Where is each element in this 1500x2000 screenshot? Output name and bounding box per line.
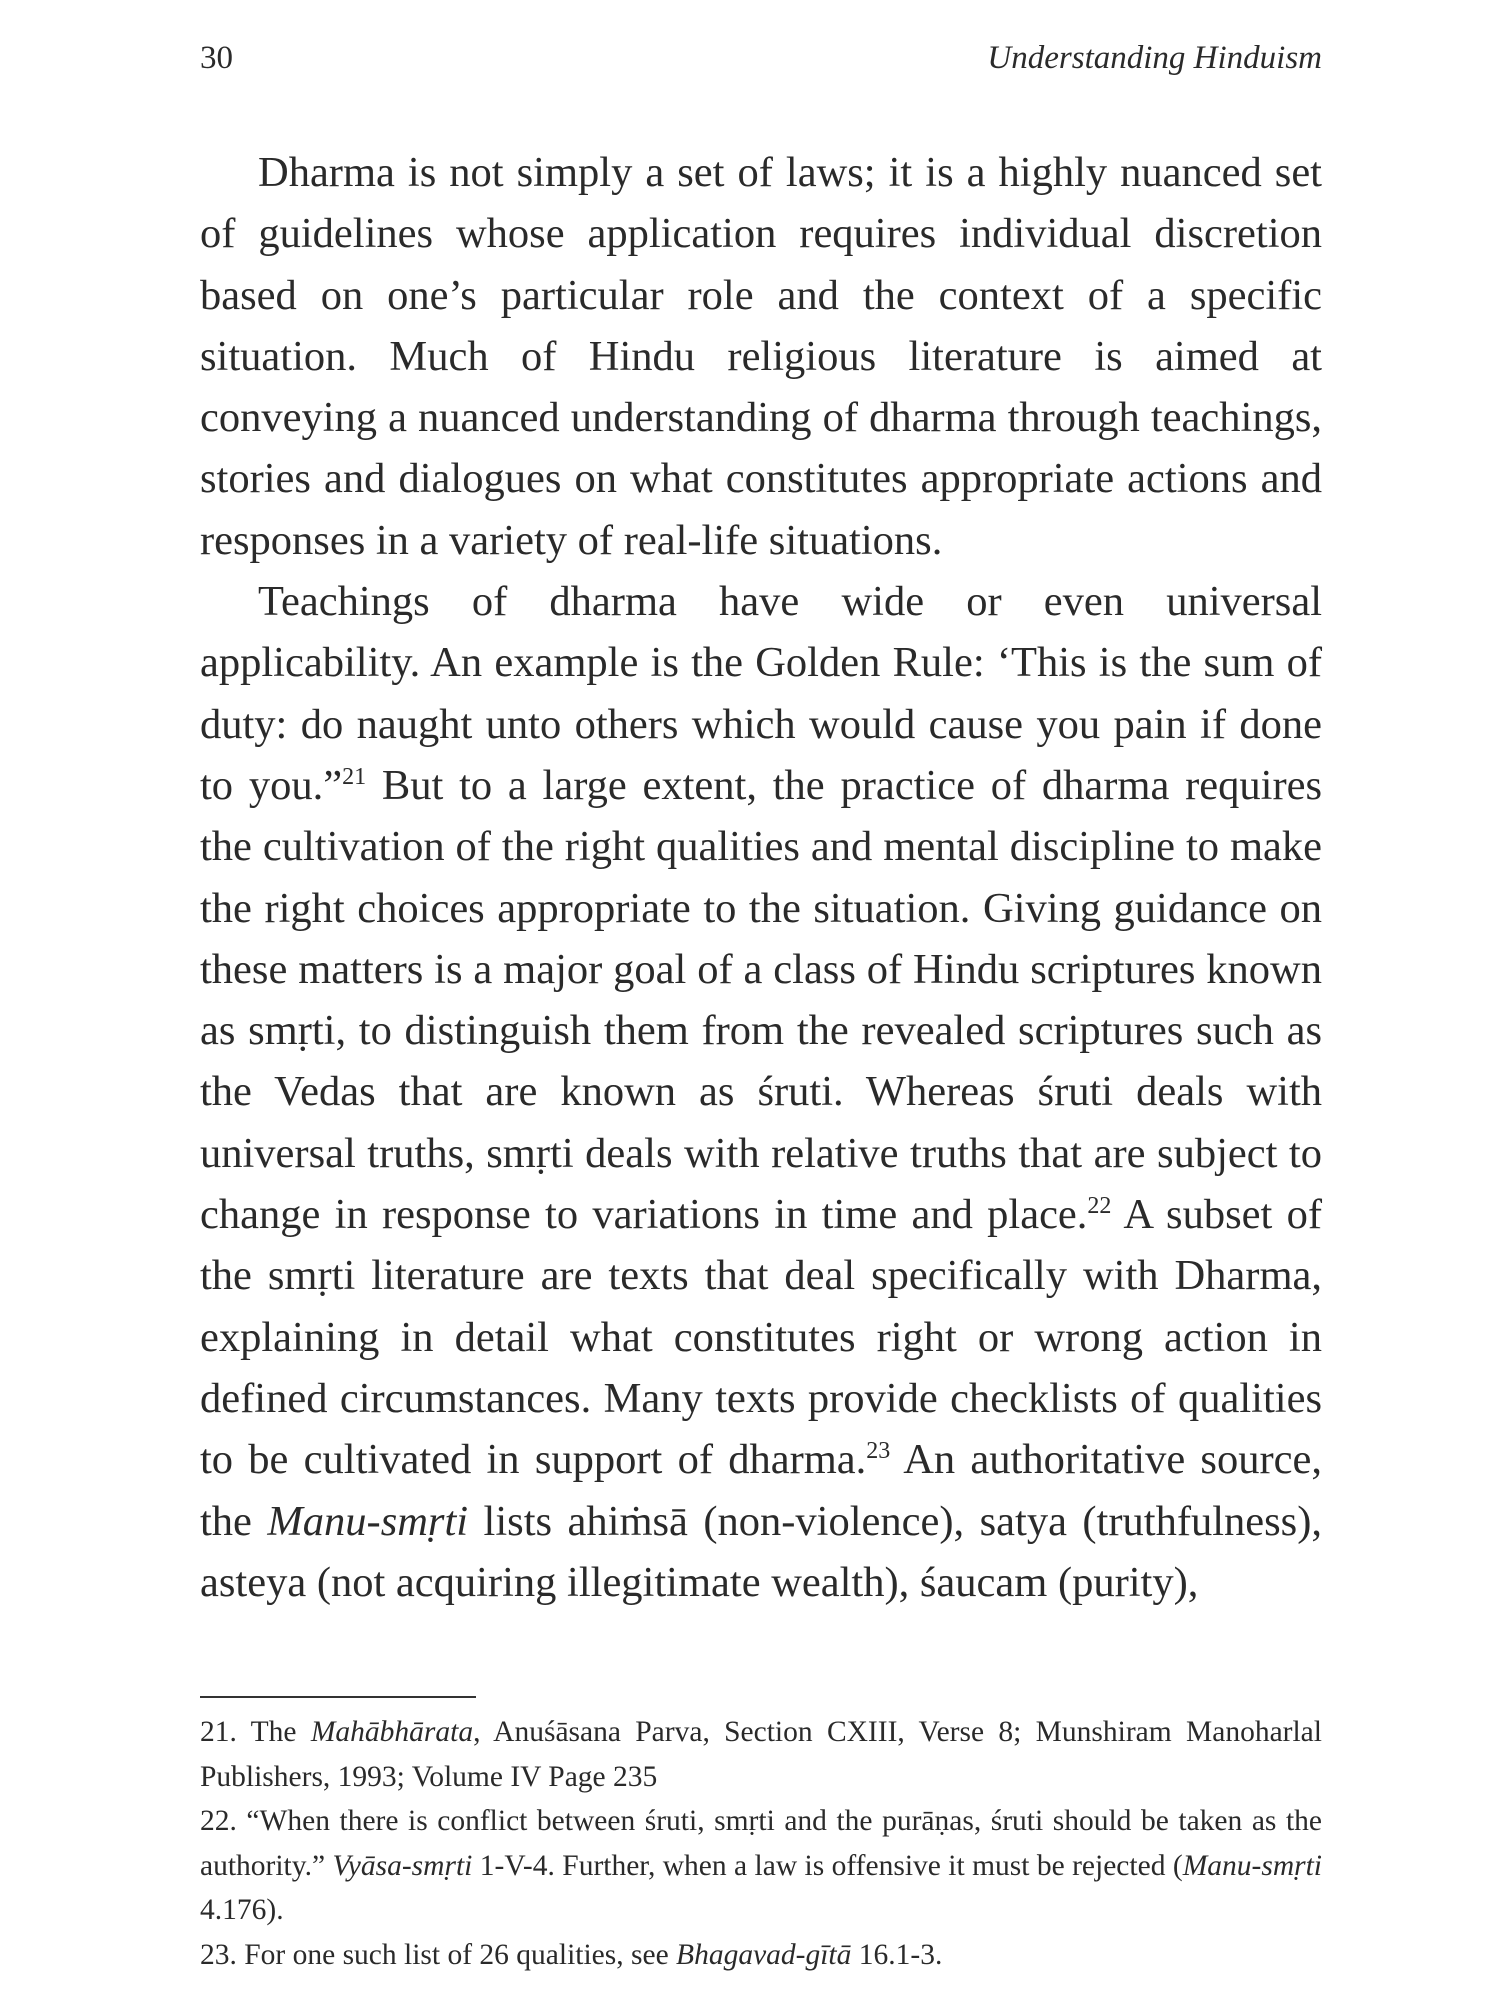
footnote-22-post: 4.176). <box>200 1894 284 1926</box>
paragraph-1: Dharma is not simply a set of laws; it is a highly nuanced set of guidelines whose application requires individual discretion based on one’s particular role and the context of a specific situation. Much of Hindu religious literature is aimed at conveying a nuanced understanding of dharma through teachings, stories and dialogues on what constitutes appropriate actions and responses in a variety of real-life situations. <box>200 149 1322 564</box>
footnote-ref-21: 21 <box>342 763 367 790</box>
footnotes <box>200 1710 1322 1977</box>
footnote-23-title: Bhagavad-gītā <box>676 1938 852 1971</box>
paragraph-2-part-e: lists ahiṁsā (non-violence), satya (truthfulness), asteya (not acquiring illegitimate wealth), śaucam (purity), <box>200 1497 1322 1606</box>
footnote-22-mid: 1-V-4. Further, when a law is offensive it must be rejected ( <box>472 1849 1183 1882</box>
footnote-23-pre: 23. For one such list of 26 qualities, see <box>200 1938 677 1971</box>
footnote-21-pre: 21. The <box>200 1716 311 1748</box>
footnote-21 <box>200 1710 1322 1799</box>
title-manu-smrti: Manu-smṛti <box>267 1497 469 1545</box>
body-text <box>200 142 1322 1613</box>
paragraph-2-part-d: An authoritative source, the <box>200 1436 1322 1545</box>
footnote-22-pre: 22. “When there is conflict between śruti, smṛti and the purāṇas, śruti should be taken as the authority.” <box>200 1805 1322 1882</box>
paragraph-2 <box>200 571 1322 1613</box>
footnote-divider <box>200 1696 476 1698</box>
paragraph-2-part-b: But to a large extent, the practice of dharma requires the cultivation of the right qualities and mental discipline to make the right choices appropriate to the situation. Giving guidance on these matters is a major goal of a class of Hindu scriptures known as smṛti, to distinguish them from the revealed scriptures such as the Vedas that are known as śruti. Whereas śruti deals with universal truths, smṛti deals with relative truths that are subject to change in response to variations in time and place. <box>200 761 1322 1239</box>
footnote-ref-23: 23 <box>866 1438 891 1465</box>
running-head: Understanding Hinduism <box>987 40 1322 76</box>
page-number: 30 <box>200 40 233 76</box>
paragraph-2-part-c: A subset of the smṛti literature are texts that deal specifically with Dharma, explaining in detail what constitutes right or wrong action in defined circumstances. Many texts provide checklists of qualities to be cultivated in support of dharma. <box>200 1191 1322 1484</box>
footnote-22 <box>200 1799 1322 1933</box>
footnote-21-post: , Anuśāsana Parva, Section CXIII, Verse 8; Munshiram Manoharlal Publishers, 1993; Volume IV Page 235 <box>200 1716 1322 1793</box>
footnote-22-title-1: Vyāsa-smṛti <box>332 1849 473 1882</box>
footnote-21-title: Mahābhārata <box>310 1716 474 1748</box>
page-header <box>200 40 1322 86</box>
paragraph-2-part-a: Teachings of dharma have wide or even universal applicability. An example is the Golden Rule: ‘This is the sum of duty: do naught unto others which would cause you pain if done to you.” <box>200 578 1322 809</box>
footnote-22-title-2: Manu-smṛti <box>1182 1849 1322 1882</box>
footnote-23 <box>200 1933 1322 1978</box>
footnote-ref-22: 22 <box>1087 1192 1112 1219</box>
footnote-23-post: 16.1-3. <box>851 1938 943 1971</box>
